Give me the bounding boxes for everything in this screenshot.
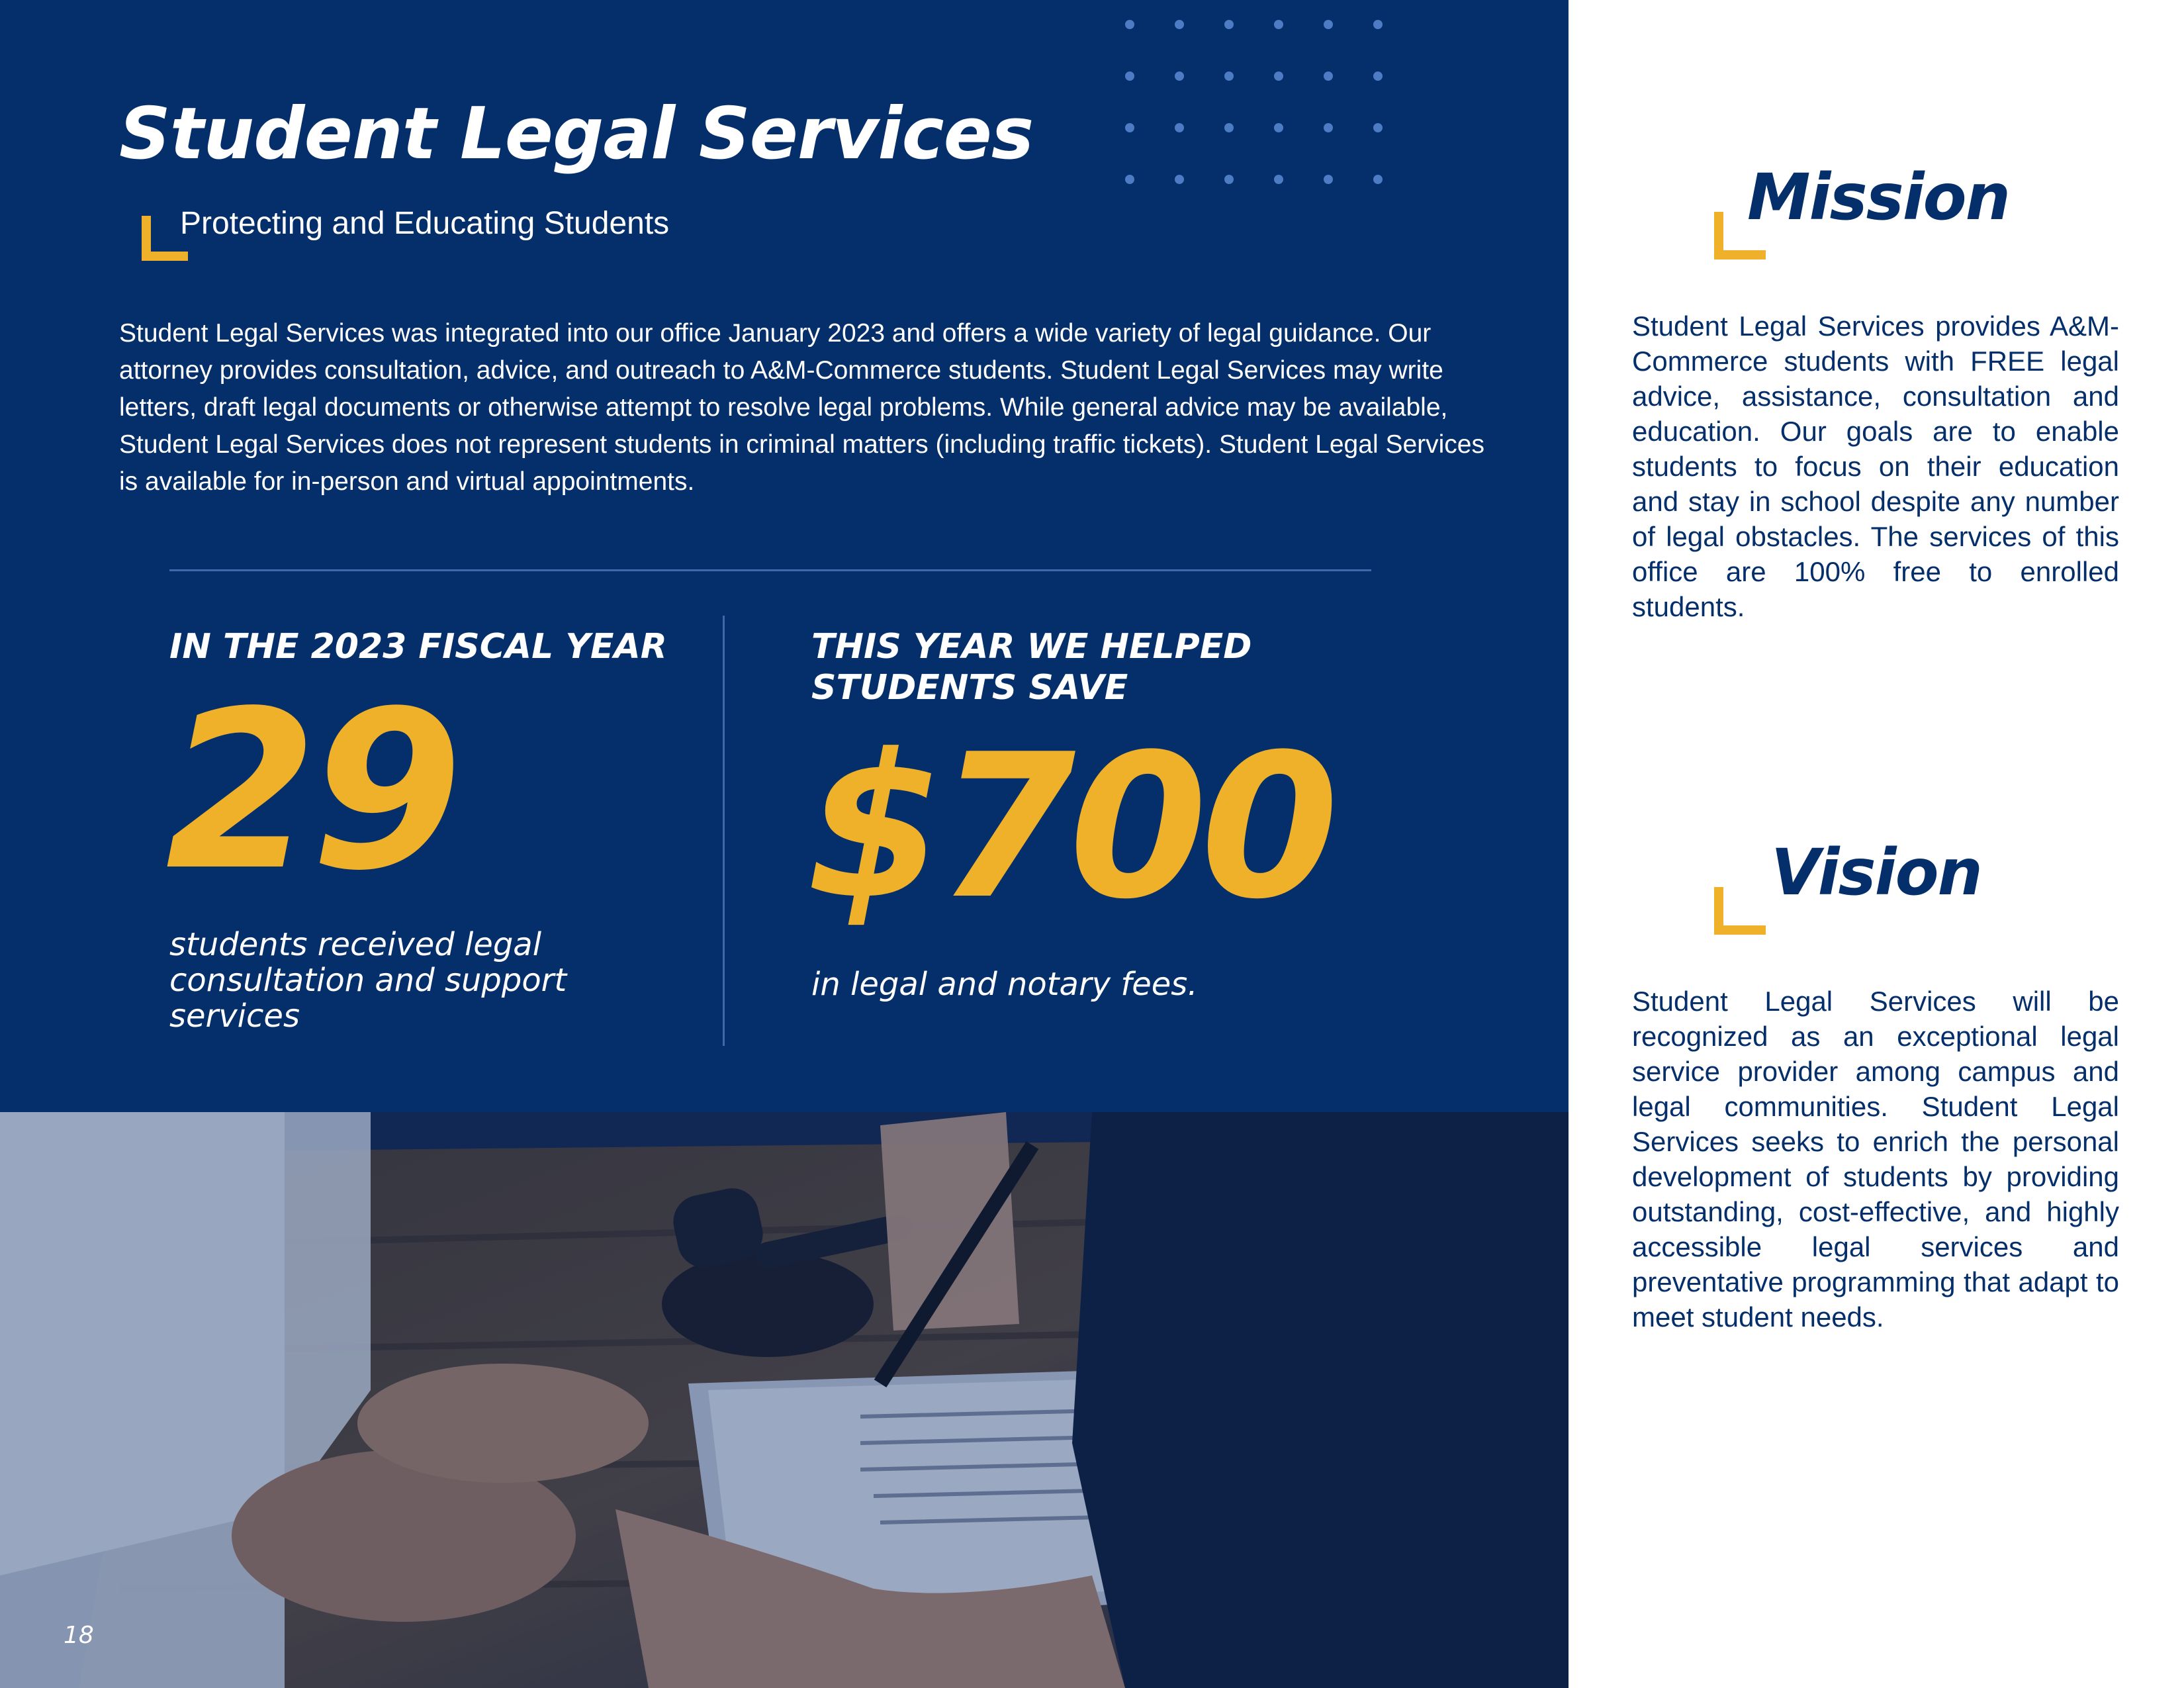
mission-heading: Mission [1747, 160, 2009, 234]
stat-description: in legal and notary fees. [811, 966, 1198, 1003]
vertical-divider [723, 616, 725, 1046]
stat-label: IN THE 2023 FISCAL YEAR [169, 627, 667, 667]
legal-consultation-photo [0, 1112, 1569, 1688]
intro-paragraph: Student Legal Services was integrated into our office January 2023 and offers a wide variety of legal guidance. Our attorney provides consultation, advice, and outreach to A&M-Commerce students. Student Legal Services may write letters, draft legal documents or otherwise attempt to resolve legal problems. While general advice may be available, Student Legal Services does not represent students in criminal matters (including traffic tickets). Student Legal Services is available for in-person and virtual appointments. [119, 319, 1484, 496]
photo-illustration [0, 1112, 1569, 1688]
vision-text: Student Legal Services will be recognized as an exceptional legal service provider among campus and legal communities. Student Legal Services seeks to enrich the personal development of students by providing outstanding, cost-effective, and highly accessible legal services and preventative programming that adapt to meet student needs. [1632, 986, 2119, 1333]
mission-text: Student Legal Services provides A&M-Commerce students with FREE legal advice, assistance, consultation and education. Our goals are to enable students to focus on their education and stay in school despite any number of legal obstacles. The services of this office are 100% free to enrolled students. [1632, 310, 2119, 622]
stat-value: $700 [806, 712, 1332, 943]
stat-description: students received legal consultation and support services [169, 926, 567, 1035]
stat-value: 29 [165, 664, 457, 918]
vision-heading: Vision [1771, 835, 1981, 910]
page-number: 18 [64, 1622, 94, 1649]
corner-accent-icon [1714, 887, 1766, 935]
stat-label-line-2: STUDENTS SAVE [811, 668, 1128, 708]
page-title: Student Legal Services [119, 93, 1034, 175]
stat-label-line-1: THIS YEAR WE HELPED [811, 627, 1252, 667]
hero-panel [0, 0, 1569, 1112]
page-subtitle: Protecting and Educating Students [180, 206, 670, 241]
horizontal-divider [169, 569, 1371, 571]
